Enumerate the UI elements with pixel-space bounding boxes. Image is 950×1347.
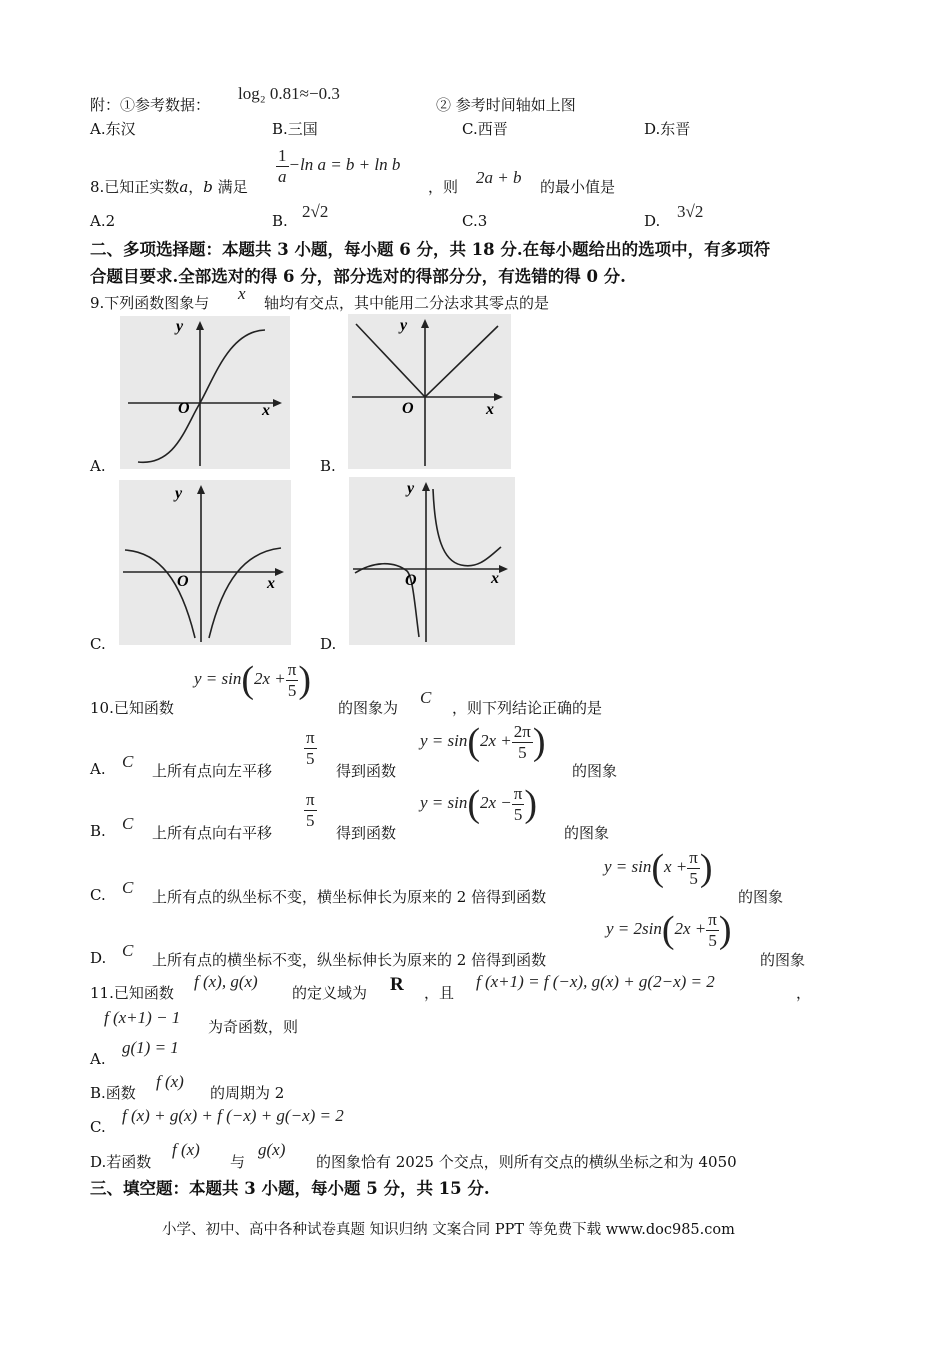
graph-d-x-label: x — [491, 570, 499, 587]
q8-condition: $\frac{1}{a}$ −ln a = b + ln b — [278, 146, 401, 186]
q10-option-a-label: A. — [90, 760, 106, 778]
graph-a-y-label: y — [176, 318, 184, 335]
q11-and: ，且 — [424, 984, 455, 1002]
graph-a-x-label: x — [262, 402, 270, 419]
q11-odd-expression: f (x+1) − 1 — [104, 1008, 181, 1027]
q10-option-a-text2: 得到函数 — [336, 762, 397, 780]
graph-b-x-label: x — [486, 401, 494, 418]
q8-expression: 2a + b — [476, 168, 522, 187]
q10-stem-mid: 的图象为 — [338, 699, 399, 717]
q11-option-b-expr: f (x) — [156, 1072, 184, 1091]
graph-d-y-label: y — [407, 480, 415, 497]
q9-axis-x: x — [238, 284, 246, 303]
timeline-note: ② 参考时间轴如上图 — [436, 96, 576, 114]
q11-option-c-expr: f (x) + g(x) + f (−x) + g(−x) = 2 — [122, 1106, 344, 1125]
q10-option-a-text1: 上所有点向左平移 — [152, 762, 273, 780]
q11-option-b-text: 的周期为 2 — [210, 1084, 285, 1102]
q11-option-d-with: 与 — [230, 1153, 246, 1171]
graph-c-origin: O — [177, 573, 189, 590]
q10-option-b-text1: 上所有点向右平移 — [152, 824, 273, 842]
q10-option-a-shift: $\frac{\pi}{5}$ — [306, 728, 315, 768]
section2-heading-line1: 二、多项选择题：本题共 3 小题，每小题 6 分，共 18 分.在每小题给出的选项中，有多项符 — [90, 240, 771, 259]
q9-option-b: B. — [320, 457, 336, 475]
q11-comma: ， — [796, 984, 812, 1002]
q10-option-b-label: B. — [90, 822, 106, 840]
graph-a — [120, 316, 290, 469]
q7-option-c: C.西晋 — [462, 120, 508, 138]
graph-d-origin: O — [405, 572, 417, 589]
q11-condition: f (x+1) = f (−x), g(x) + g(2−x) = 2 — [476, 972, 715, 991]
section3-heading: 三、填空题：本题共 3 小题，每小题 5 分，共 15 分. — [90, 1179, 490, 1198]
q7-option-b: B.三国 — [272, 120, 318, 138]
q10-option-b-text2: 得到函数 — [336, 824, 397, 842]
q8-stem: 8.已知正实数a，b 满足 — [90, 178, 248, 196]
graph-a-origin: O — [178, 400, 190, 417]
q10-option-d-text3: 的图象 — [760, 951, 806, 969]
graph-c-x-label: x — [267, 575, 275, 592]
q9-stem-start: 9.下列函数图象与 — [90, 294, 210, 312]
q10-option-a-c: C — [122, 752, 134, 771]
q10-option-c-c: C — [122, 878, 134, 897]
graph-b-y-label: y — [400, 317, 408, 334]
q8-then: ，则 — [428, 178, 459, 196]
q9-option-d: D. — [320, 635, 337, 653]
section2-heading-line2: 合题目要求.全部选对的得 6 分，部分选对的得部分分，有选错的得 0 分. — [90, 267, 626, 286]
q11-option-c-label: C. — [90, 1118, 106, 1136]
q9-stem-end: 轴均有交点，其中能用二分法求其零点的是 — [264, 294, 550, 312]
q11-option-d-text: 的图象恰有 2025 个交点，则所有交点的横纵坐标之和为 4050 — [316, 1153, 737, 1171]
q11-option-d-g: g(x) — [258, 1140, 286, 1159]
graph-c — [119, 480, 291, 645]
q11-option-b-label: B.函数 — [90, 1084, 136, 1102]
q10-option-d-text1: 上所有点的横坐标不变，纵坐标伸长为原来的 2 倍得到函数 — [152, 951, 547, 969]
q11-stem-start: 11.已知函数 — [90, 984, 174, 1002]
q10-option-a-text3: 的图象 — [572, 762, 618, 780]
q10-option-c-function: y = sin(x + $\frac{\pi}{5}$ ) — [604, 847, 713, 889]
graph-b — [348, 314, 511, 469]
q10-option-b-c: C — [122, 814, 134, 833]
q10-option-c-label: C. — [90, 886, 106, 904]
q11-real-set: R — [390, 974, 404, 995]
q9-option-a: A. — [90, 457, 106, 475]
q11-domain-text: 的定义域为 — [292, 984, 368, 1002]
graph-c-y-label: y — [175, 485, 183, 502]
q10-option-d-label: D. — [90, 949, 107, 967]
q11-functions: f (x), g(x) — [194, 972, 258, 991]
log-formula: log₂ 0.81≈−0.3 — [238, 84, 340, 103]
q10-stem-start: 10.已知函数 — [90, 699, 174, 717]
q8-option-a: A.2 — [90, 212, 116, 230]
q11-option-a-label: A. — [90, 1050, 106, 1068]
q11-option-d-f: f (x) — [172, 1140, 200, 1159]
q7-option-a: A.东汉 — [90, 120, 136, 138]
q8-option-b-label: B. — [272, 212, 288, 230]
q10-option-b-text3: 的图象 — [564, 824, 610, 842]
q7-option-d: D.东晋 — [644, 120, 691, 138]
q10-option-d-c: C — [122, 941, 134, 960]
q8-ask: 的最小值是 — [540, 178, 616, 196]
q9-option-c: C. — [90, 635, 106, 653]
graph-b-origin: O — [402, 400, 414, 417]
q10-function: y = sin(2x + $\frac{\pi}{5}$ ) — [194, 659, 312, 701]
q8-option-d-label: D. — [644, 212, 661, 230]
q10-curve-c: C — [420, 688, 432, 707]
q10-option-d-function: y = 2sin(2x + $\frac{\pi}{5}$ ) — [606, 909, 732, 951]
page-footer: 小学、初中、高中各种试卷真题 知识归纳 文案合同 PPT 等免费下载 www.doc985.com — [162, 1222, 735, 1238]
q8-option-d-value: 3√2 — [677, 202, 704, 221]
reference-data-label: 附：①参考数据： — [90, 96, 211, 114]
q10-stem-end: ，则下列结论正确的是 — [452, 699, 603, 717]
q8-option-c: C.3 — [462, 212, 488, 230]
q11-odd-text: 为奇函数，则 — [208, 1018, 299, 1036]
graph-d — [349, 477, 515, 645]
q10-option-b-function: y = sin(2x − $\frac{\pi}{5}$ ) — [420, 783, 538, 825]
q10-option-c-text1: 上所有点的纵坐标不变，横坐标伸长为原来的 2 倍得到函数 — [152, 888, 547, 906]
q10-option-c-text3: 的图象 — [738, 888, 784, 906]
q10-option-a-function: y = sin(2x + $\frac{2\pi}{5}$ ) — [420, 721, 546, 763]
q8-option-b-value: 2√2 — [302, 202, 329, 221]
q11-option-d-label: D.若函数 — [90, 1153, 152, 1171]
q11-option-a-expr: g(1) = 1 — [122, 1038, 179, 1057]
q10-option-b-shift: $\frac{\pi}{5}$ — [306, 790, 315, 830]
